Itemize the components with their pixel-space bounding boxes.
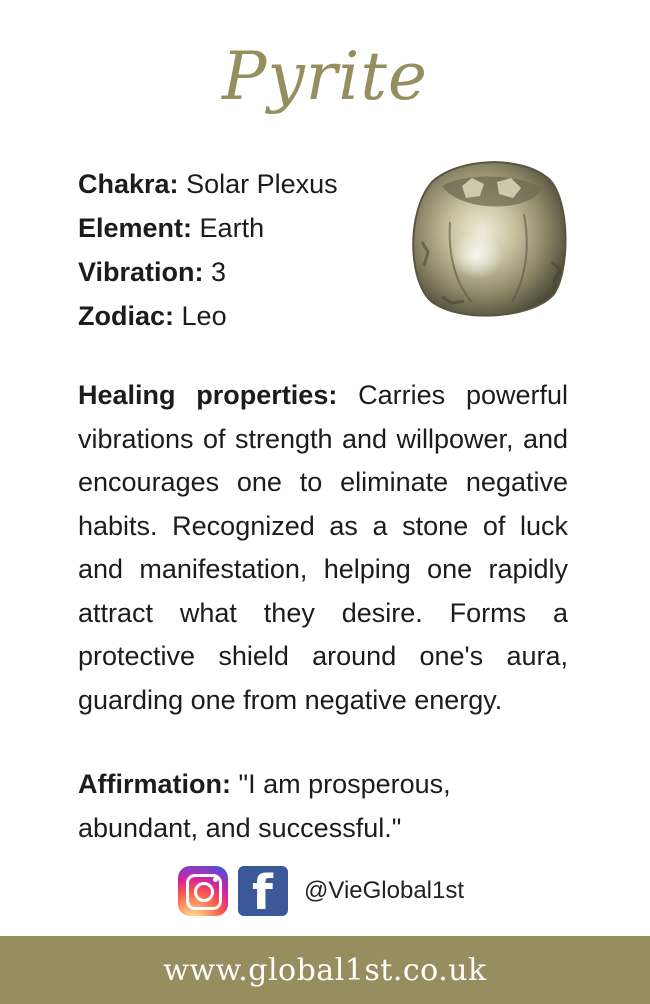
healing-text: Carries powerful vibrations of strength and willpower, and encourages one to eliminate negative habits. Recognized as a stone of luck and manifestation, helping one rapidly attract what they desire. Forms a protective shield around one's aura, guarding one from negative energy. bbox=[78, 380, 568, 715]
footer-bar bbox=[0, 936, 650, 1004]
card-title: Pyrite bbox=[222, 38, 428, 115]
property-value: Leo bbox=[181, 301, 227, 331]
social-links bbox=[178, 866, 464, 916]
affirmation-label: Affirmation: bbox=[78, 769, 231, 799]
property-label: Vibration: bbox=[78, 257, 204, 287]
property-label: Element: bbox=[78, 213, 193, 243]
social-handle[interactable]: @VieGlobal1st bbox=[304, 877, 465, 904]
property-vibration bbox=[78, 250, 338, 294]
crystal-properties bbox=[78, 162, 338, 338]
instagram-icon[interactable] bbox=[178, 866, 228, 916]
property-chakra bbox=[78, 162, 338, 206]
property-element bbox=[78, 206, 338, 250]
pyrite-stone-image bbox=[402, 152, 572, 324]
property-value: Earth bbox=[199, 213, 265, 243]
website-link[interactable]: www.global1st.co.uk bbox=[163, 952, 487, 988]
affirmation bbox=[78, 762, 548, 850]
facebook-glyph: f bbox=[252, 866, 273, 916]
property-value: 3 bbox=[211, 257, 227, 287]
property-label: Chakra: bbox=[78, 169, 179, 199]
property-value: Solar Plexus bbox=[186, 169, 338, 199]
healing-label: Healing properties: bbox=[78, 380, 338, 410]
property-label: Zodiac: bbox=[78, 301, 175, 331]
facebook-icon[interactable] bbox=[238, 866, 288, 916]
property-zodiac bbox=[78, 294, 338, 338]
affirmation-text: "I am prosperous, abundant, and successful." bbox=[78, 769, 451, 843]
healing-properties bbox=[78, 374, 568, 722]
